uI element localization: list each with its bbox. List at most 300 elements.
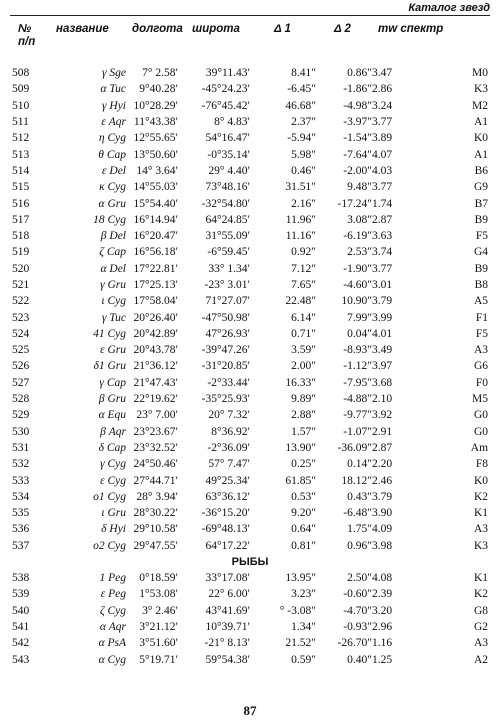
cell-d1: -5.94″ bbox=[287, 132, 316, 145]
cell-num: 538 bbox=[12, 572, 30, 585]
cell-lat: -76°45.42′ bbox=[201, 99, 250, 112]
table-row bbox=[12, 212, 488, 228]
cell-sp: K0 bbox=[473, 132, 489, 145]
cell-num: 520 bbox=[12, 262, 30, 275]
cell-name: ε Aqr bbox=[101, 116, 126, 129]
cell-lat: -2°33.44′ bbox=[207, 376, 250, 389]
cell-num: 535 bbox=[12, 507, 30, 520]
cell-mag: 4.01 bbox=[372, 327, 393, 340]
cell-d2: 0.96″ bbox=[347, 539, 372, 552]
cell-name: ε Del bbox=[101, 164, 126, 177]
cell-mag: 3.63 bbox=[372, 230, 393, 243]
cell-num: 527 bbox=[12, 376, 30, 389]
cell-name: α Gru bbox=[98, 197, 126, 210]
cell-num: 508 bbox=[12, 67, 30, 80]
cell-mag: 1.74 bbox=[372, 197, 393, 210]
cell-lon: 21°47.43′ bbox=[133, 376, 178, 389]
cell-d2: -1.90″ bbox=[343, 262, 372, 275]
cell-num: 510 bbox=[12, 99, 30, 112]
cell-name: α Aqr bbox=[99, 620, 126, 633]
cell-sp: B9 bbox=[474, 213, 489, 226]
cell-d1: 11.16″ bbox=[285, 230, 316, 243]
cell-mag: 1.25 bbox=[372, 653, 393, 666]
cell-num: 524 bbox=[12, 327, 30, 340]
cell-lon: 10°28.29′ bbox=[133, 99, 178, 112]
cell-mag: 3.77 bbox=[372, 116, 393, 129]
cell-name: α Equ bbox=[98, 409, 126, 422]
cell-lon: 3°21.12′ bbox=[139, 620, 178, 633]
cell-name: ζ Cyg bbox=[99, 604, 126, 617]
cell-sp: F8 bbox=[475, 458, 489, 471]
cell-d1: 2.16″ bbox=[291, 197, 316, 210]
col-header-d2: Δ 2 bbox=[334, 23, 351, 35]
cell-d2: -9.77″ bbox=[343, 409, 372, 422]
cell-num: 512 bbox=[12, 132, 30, 145]
cell-lat: 29° 4.40′ bbox=[208, 164, 250, 177]
cell-d2: 3.08″ bbox=[347, 213, 372, 226]
cell-name: β Aqr bbox=[100, 425, 126, 438]
table-row bbox=[12, 326, 488, 342]
cell-d1: 0.59″ bbox=[291, 653, 316, 666]
col-header-d1: Δ 1 bbox=[274, 23, 291, 35]
cell-d2: -0.93″ bbox=[343, 620, 372, 633]
cell-num: 539 bbox=[12, 588, 30, 601]
cell-mag: 2.86 bbox=[372, 83, 393, 96]
cell-num: 534 bbox=[12, 490, 30, 503]
cell-lon: 7° 2.58′ bbox=[142, 67, 178, 80]
cell-mag: 2.96 bbox=[372, 620, 393, 633]
cell-d2: -7.64″ bbox=[343, 148, 372, 161]
cell-d1: 0.53″ bbox=[291, 490, 316, 503]
cell-name: ε Gru bbox=[100, 344, 126, 357]
cell-d2: -3.97″ bbox=[343, 116, 372, 129]
table-row bbox=[12, 65, 488, 81]
cell-d1: 0.81″ bbox=[291, 539, 316, 552]
cell-sp: K2 bbox=[473, 490, 489, 503]
cell-sp: G9 bbox=[473, 181, 489, 194]
cell-lon: 20°26.40′ bbox=[133, 311, 178, 324]
cell-sp: F1 bbox=[475, 311, 489, 324]
cell-sp: F5 bbox=[475, 327, 489, 340]
cell-name: κ Cyg bbox=[99, 181, 126, 194]
cell-mag: 3.79 bbox=[372, 490, 393, 503]
cell-name: δ Hyi bbox=[101, 523, 126, 536]
cell-d2: -7.95″ bbox=[343, 376, 372, 389]
cell-name: α Tuc bbox=[100, 83, 126, 96]
cell-d1: 0.92″ bbox=[291, 246, 316, 259]
col-header-mag-spec: mw спектр bbox=[378, 23, 444, 35]
cell-lon: 12°55.65′ bbox=[133, 132, 178, 145]
cell-sp: K1 bbox=[473, 572, 489, 585]
cell-d2: -6.19″ bbox=[343, 230, 372, 243]
cell-sp: A3 bbox=[473, 523, 489, 536]
cell-name: γ Cap bbox=[99, 376, 126, 389]
cell-lat: 22° 6.00′ bbox=[208, 588, 250, 601]
cell-lon: 23° 7.00′ bbox=[136, 409, 178, 422]
table-row bbox=[12, 619, 488, 635]
cell-num: 530 bbox=[12, 425, 30, 438]
cell-num: 541 bbox=[12, 620, 30, 633]
cell-mag: 3.99 bbox=[372, 311, 393, 324]
table-row bbox=[12, 570, 488, 586]
table-row bbox=[12, 293, 488, 309]
cell-lat: 71°27.07′ bbox=[205, 295, 250, 308]
section-title: РЫБЫ bbox=[231, 555, 269, 568]
cell-sp: F5 bbox=[475, 230, 489, 243]
cell-name: η Cyg bbox=[98, 132, 126, 145]
cell-lat: 59°54.38′ bbox=[205, 653, 250, 666]
cell-d1: 0.25″ bbox=[291, 458, 316, 471]
running-title: Каталог звезд bbox=[408, 2, 490, 14]
cell-lat: -0°35.14′ bbox=[207, 148, 250, 161]
cell-d2: 2.50″ bbox=[347, 572, 372, 585]
cell-d1: 21.52″ bbox=[285, 637, 316, 650]
cell-mag: 3.79 bbox=[372, 295, 393, 308]
cell-lon: 23°23.67′ bbox=[133, 425, 178, 438]
cell-lat: 49°25.34′ bbox=[205, 474, 250, 487]
cell-lat: -36°15.20′ bbox=[201, 507, 250, 520]
cell-num: 516 bbox=[12, 197, 30, 210]
cell-mag: 2.20 bbox=[372, 458, 393, 471]
cell-lat: 47°26.93′ bbox=[205, 327, 250, 340]
cell-num: 542 bbox=[12, 637, 30, 650]
cell-lon: 3° 2.46′ bbox=[142, 604, 178, 617]
cell-d2: 1.75″ bbox=[347, 523, 372, 536]
cell-lon: 28° 3.94′ bbox=[136, 490, 178, 503]
cell-lon: 11°43.38′ bbox=[133, 116, 178, 129]
cell-lat: -39°47.26′ bbox=[201, 344, 250, 357]
cell-name: δ Cap bbox=[98, 441, 126, 454]
cell-d1: 2.00″ bbox=[291, 360, 316, 373]
cell-sp: B7 bbox=[474, 197, 489, 210]
cell-mag: 2.87 bbox=[372, 441, 393, 454]
table-row bbox=[12, 456, 488, 472]
cell-name: γ Cyg bbox=[100, 458, 126, 471]
cell-mag: 1.16 bbox=[372, 637, 393, 650]
cell-lat: -21° 8.13′ bbox=[204, 637, 250, 650]
cell-d1: 11.96″ bbox=[285, 213, 316, 226]
cell-num: 540 bbox=[12, 604, 30, 617]
cell-d1: 7.12″ bbox=[291, 262, 316, 275]
cell-sp: M0 bbox=[472, 67, 489, 80]
cell-d2: 7.99″ bbox=[347, 311, 372, 324]
cell-sp: M2 bbox=[472, 99, 489, 112]
cell-lat: -31°20.85′ bbox=[201, 360, 250, 373]
cell-num: 529 bbox=[12, 409, 30, 422]
col-header-lon: долгота bbox=[132, 23, 183, 35]
cell-sp: B6 bbox=[474, 164, 489, 177]
cell-lon: 28°30.22′ bbox=[133, 507, 178, 520]
table-row bbox=[12, 358, 488, 374]
cell-num: 519 bbox=[12, 246, 30, 259]
cell-mag: 3.49 bbox=[372, 344, 393, 357]
table-row bbox=[12, 424, 488, 440]
cell-lon: 16°14.94′ bbox=[133, 213, 178, 226]
cell-mag: 2.10 bbox=[372, 393, 393, 406]
cell-d1: 1.57″ bbox=[291, 425, 316, 438]
table-row bbox=[12, 505, 488, 521]
cell-mag: 2.91 bbox=[372, 425, 393, 438]
cell-d1: 9.89″ bbox=[291, 393, 316, 406]
cell-d1: 13.90″ bbox=[285, 441, 316, 454]
cell-d1: 7.65″ bbox=[291, 279, 316, 291]
cell-d1: ° -3.08″ bbox=[279, 604, 316, 617]
table-row bbox=[12, 489, 488, 505]
table-row bbox=[12, 586, 488, 602]
cell-mag: 3.68 bbox=[372, 376, 393, 389]
table-row bbox=[12, 130, 488, 146]
cell-sp: M5 bbox=[472, 393, 489, 406]
cell-lat: -32°54.80′ bbox=[201, 197, 250, 210]
cell-d1: 8.41″ bbox=[291, 67, 316, 80]
cell-mag: 3.74 bbox=[372, 246, 393, 259]
cell-d1: 2.88″ bbox=[291, 409, 316, 422]
cell-mag: 3.90 bbox=[372, 507, 393, 520]
table-row bbox=[12, 195, 488, 211]
cell-mag: 4.09 bbox=[372, 523, 393, 536]
cell-lat: 31°55.09′ bbox=[205, 230, 250, 243]
cell-sp: K0 bbox=[473, 474, 489, 487]
cell-mag: 4.03 bbox=[372, 164, 393, 177]
table-row bbox=[12, 651, 488, 667]
cell-d1: 22.48″ bbox=[285, 295, 316, 308]
cell-name: α Cyg bbox=[98, 653, 126, 666]
cell-name: ο1 Cyg bbox=[93, 490, 126, 503]
cell-num: 518 bbox=[12, 230, 30, 243]
cell-d2: 10.90″ bbox=[341, 295, 372, 308]
cell-lat: 57° 7.47′ bbox=[208, 458, 250, 471]
cell-num: 533 bbox=[12, 474, 30, 487]
cell-name: ι Cyg bbox=[101, 295, 126, 308]
cell-mag: 3.77 bbox=[372, 181, 393, 194]
cell-mag: 3.97 bbox=[372, 360, 393, 373]
cell-sp: Am bbox=[470, 441, 489, 454]
cell-mag: 3.89 bbox=[372, 132, 393, 145]
cell-lat: -35°25.93′ bbox=[201, 393, 250, 406]
cell-d2: -4.70″ bbox=[343, 604, 372, 617]
table-row bbox=[12, 309, 488, 325]
cell-sp: A1 bbox=[473, 148, 489, 161]
cell-name: γ Sge bbox=[101, 67, 126, 80]
cell-num: 511 bbox=[12, 116, 29, 129]
cell-mag: 3.47 bbox=[372, 67, 393, 80]
cell-d1: 31.51″ bbox=[285, 181, 316, 194]
cell-d2: 0.14″ bbox=[347, 458, 372, 471]
cell-name: ε Cyg bbox=[100, 474, 126, 487]
cell-mag: 3.20 bbox=[372, 604, 393, 617]
cell-name: θ Cap bbox=[98, 148, 126, 161]
table-row bbox=[12, 521, 488, 537]
cell-lat: 63°36.12′ bbox=[205, 490, 250, 503]
cell-d2: 0.43″ bbox=[347, 490, 372, 503]
cell-sp: B8 bbox=[474, 279, 489, 291]
cell-lat: -45°24.23′ bbox=[201, 83, 250, 96]
section-row-group bbox=[12, 554, 488, 570]
cell-lat: 20° 7.32′ bbox=[208, 409, 250, 422]
cell-num: 514 bbox=[12, 164, 30, 177]
cell-lat: 8°36.92′ bbox=[211, 425, 250, 438]
table-row bbox=[12, 277, 488, 293]
cell-sp: G4 bbox=[473, 246, 489, 259]
cell-name: γ Hyi bbox=[101, 99, 126, 112]
cell-mag: 3.24 bbox=[372, 99, 393, 112]
table-body-part1 bbox=[12, 65, 488, 554]
page-number: 87 bbox=[243, 703, 257, 718]
cell-sp: A3 bbox=[473, 637, 489, 650]
col-header-num: № п/п bbox=[18, 23, 36, 48]
cell-d1: 0.64″ bbox=[291, 523, 316, 536]
cell-num: 532 bbox=[12, 458, 30, 471]
col-header-lat: широта bbox=[192, 23, 240, 35]
cell-d2: -36.09″ bbox=[337, 441, 372, 454]
cell-num: 525 bbox=[12, 344, 30, 357]
cell-name: α PsA bbox=[98, 637, 126, 650]
cell-lon: 24°50.46′ bbox=[133, 458, 178, 471]
cell-mag: 2.87 bbox=[372, 213, 393, 226]
cell-sp: G8 bbox=[473, 604, 489, 617]
table-row bbox=[12, 244, 488, 260]
cell-d2: -4.60″ bbox=[343, 279, 372, 291]
cell-mag: 4.07 bbox=[372, 148, 393, 161]
cell-d2: 9.48″ bbox=[347, 181, 372, 194]
table-row bbox=[12, 342, 488, 358]
table-row bbox=[12, 114, 488, 130]
cell-d2: -4.98″ bbox=[343, 99, 372, 112]
cell-d2: -8.93″ bbox=[343, 344, 372, 357]
cell-name: α Del bbox=[100, 262, 126, 275]
table-row bbox=[12, 179, 488, 195]
cell-name: γ Gru bbox=[100, 279, 126, 291]
cell-lon: 27°44.71′ bbox=[133, 474, 178, 487]
cell-lon: 29°47.55′ bbox=[133, 539, 178, 552]
cell-sp: A5 bbox=[473, 295, 489, 308]
table-body-part2 bbox=[12, 570, 488, 668]
cell-d2: 0.40″ bbox=[347, 653, 372, 666]
cell-lat: 54°16.47′ bbox=[205, 132, 250, 145]
cell-name: 41 Cyg bbox=[93, 327, 126, 340]
cell-sp: A2 bbox=[473, 653, 489, 666]
table-row bbox=[12, 603, 488, 619]
cell-sp: F0 bbox=[475, 376, 489, 389]
table-row bbox=[12, 635, 488, 651]
cell-d2: 0.04″ bbox=[347, 327, 372, 340]
cell-d1: 9.20″ bbox=[291, 507, 316, 520]
cell-lat: 10°39.71′ bbox=[205, 620, 250, 633]
col-header-name: название bbox=[56, 23, 109, 35]
cell-name: ζ Cap bbox=[99, 246, 126, 259]
cell-lat: 64°17.22′ bbox=[205, 539, 250, 552]
cell-mag: 3.01 bbox=[372, 279, 393, 291]
cell-lon: 16°56.18′ bbox=[133, 246, 178, 259]
cell-lon: 17°25.13′ bbox=[133, 279, 178, 291]
cell-mag: 3.92 bbox=[372, 409, 393, 422]
cell-sp: A1 bbox=[473, 116, 489, 129]
cell-name: 1 Peg bbox=[99, 572, 126, 585]
cell-lon: 3°51.60′ bbox=[139, 637, 178, 650]
cell-lon: 0°18.59′ bbox=[139, 572, 178, 585]
cell-d1: 3.59″ bbox=[291, 344, 316, 357]
cell-lat: 64°24.85′ bbox=[205, 213, 250, 226]
cell-lat: -6°59.45′ bbox=[207, 246, 250, 259]
cell-d1: 0.71″ bbox=[291, 327, 316, 340]
cell-num: 526 bbox=[12, 360, 30, 373]
cell-name: ο2 Cyg bbox=[93, 539, 126, 552]
cell-name: β Del bbox=[100, 230, 126, 243]
cell-d2: -1.54″ bbox=[343, 132, 372, 145]
cell-num: 513 bbox=[12, 148, 30, 161]
table-row bbox=[12, 163, 488, 179]
cell-d2: -26.70″ bbox=[337, 637, 372, 650]
cell-d1: 0.46″ bbox=[291, 164, 316, 177]
cell-lat: -2°36.09′ bbox=[207, 441, 250, 454]
cell-name: δ1 Gru bbox=[93, 360, 126, 373]
cell-d2: -1.07″ bbox=[343, 425, 372, 438]
table-row bbox=[12, 440, 488, 456]
cell-sp: G0 bbox=[473, 409, 489, 422]
cell-num: 509 bbox=[12, 83, 30, 96]
table-row bbox=[12, 538, 488, 554]
cell-lon: 14°55.03′ bbox=[133, 181, 178, 194]
cell-name: γ Tuc bbox=[101, 311, 126, 324]
cell-num: 531 bbox=[12, 441, 30, 454]
cell-sp: G0 bbox=[473, 425, 489, 438]
cell-d1: 13.95″ bbox=[285, 572, 316, 585]
cell-sp: K3 bbox=[473, 83, 489, 96]
cell-mag: 2.39 bbox=[372, 588, 393, 601]
cell-sp: G2 bbox=[473, 620, 489, 633]
cell-d2: -17.24″ bbox=[337, 197, 372, 210]
cell-num: 522 bbox=[12, 295, 30, 308]
table-row bbox=[12, 261, 488, 277]
cell-d2: -4.88″ bbox=[343, 393, 372, 406]
cell-lon: 16°20.47′ bbox=[133, 230, 178, 243]
table-row bbox=[12, 375, 488, 391]
cell-d2: 2.53″ bbox=[347, 246, 372, 259]
cell-lat: -69°48.13′ bbox=[201, 523, 250, 536]
cell-lon: 22°19.62′ bbox=[133, 393, 178, 406]
section-row bbox=[12, 554, 488, 570]
cell-d2: -1.12″ bbox=[343, 360, 372, 373]
cell-d2: 0.86″ bbox=[347, 67, 372, 80]
cell-sp: K2 bbox=[473, 588, 489, 601]
cell-num: 537 bbox=[12, 539, 30, 552]
cell-lon: 15°54.40′ bbox=[133, 197, 178, 210]
cell-lat: -47°50.98′ bbox=[201, 311, 250, 324]
cell-d1: 3.23″ bbox=[291, 588, 316, 601]
header-rule bbox=[10, 15, 490, 16]
cell-lon: 1°53.08′ bbox=[139, 588, 178, 601]
cell-d2: -6.48″ bbox=[343, 507, 372, 520]
cell-mag: 4.08 bbox=[372, 572, 393, 585]
cell-num: 521 bbox=[12, 279, 30, 291]
cell-d2: -2.00″ bbox=[343, 164, 372, 177]
cell-d1: 61.85″ bbox=[285, 474, 316, 487]
cell-sp: K3 bbox=[473, 539, 489, 552]
cell-d1: 16.33″ bbox=[285, 376, 316, 389]
cell-d1: 5.98″ bbox=[291, 148, 316, 161]
star-catalog-table bbox=[12, 20, 488, 668]
cell-num: 515 bbox=[12, 181, 30, 194]
cell-lat: 8° 4.83′ bbox=[214, 116, 250, 129]
cell-d1: 1.34″ bbox=[291, 620, 316, 633]
cell-sp: B9 bbox=[474, 262, 489, 275]
cell-name: ι Gru bbox=[101, 507, 126, 520]
cell-lon: 9°40.28′ bbox=[139, 83, 178, 96]
cell-sp: A3 bbox=[473, 344, 489, 357]
table-row bbox=[12, 98, 488, 114]
cell-num: 536 bbox=[12, 523, 30, 536]
cell-lat: 33°17.08′ bbox=[205, 572, 250, 585]
